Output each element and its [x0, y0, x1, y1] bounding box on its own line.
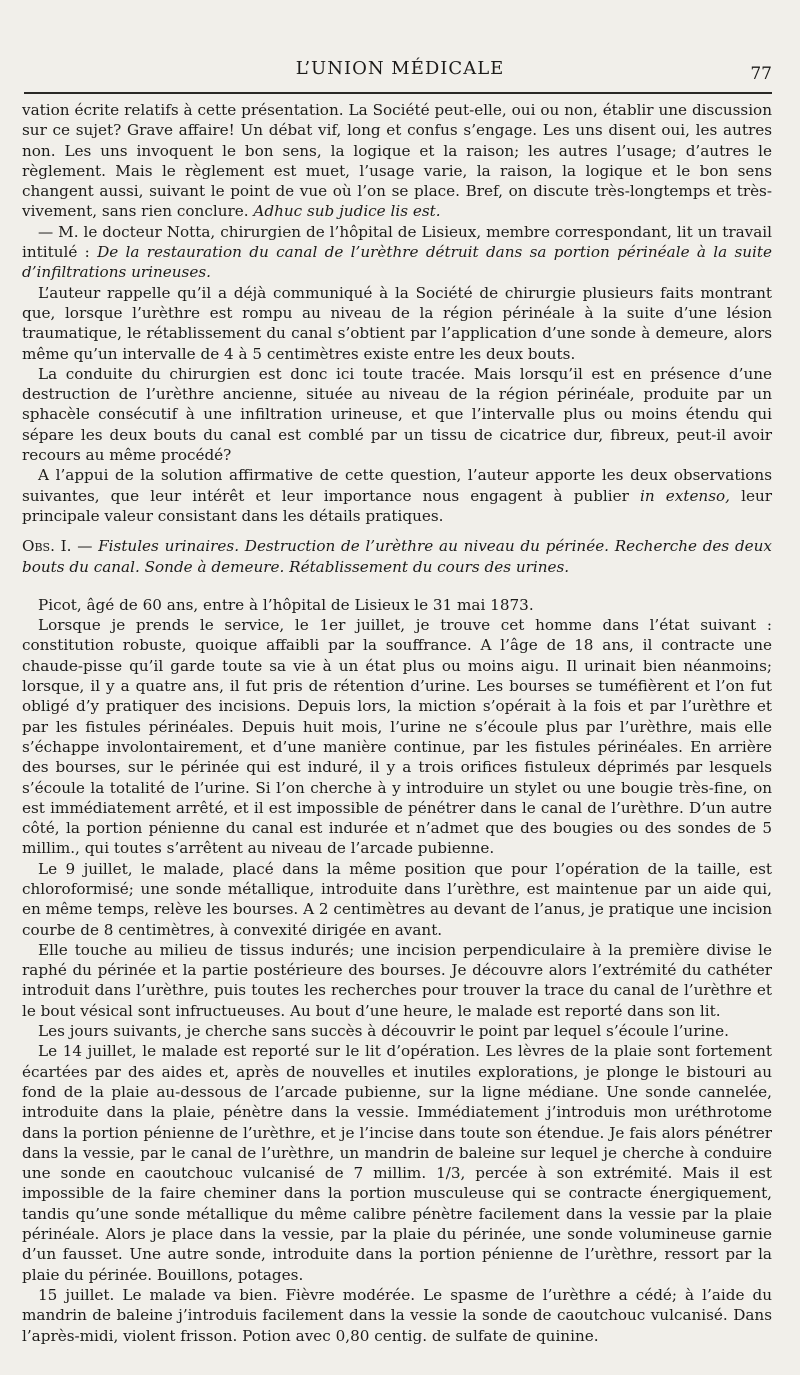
- page-header: [22, 56, 778, 86]
- running-head: L’UNION MÉDICALE: [295, 58, 505, 79]
- paragraph: 15 juillet. Le malade va bien. Fièvre modérée. Le spasme de l’urèthre a cédé; à l’aide du mandrin de baleine j’introduis facilement dans la vessie la sonde de caoutchouc vulcanisé. Dans l’après-midi, violent frisson. Potion avec 0,80 centig. de sulfate de quinine.: [22, 1285, 772, 1345]
- paragraph-notta: [22, 222, 772, 283]
- paragraph-text: — M. le docteur Notta, chirurgien de l’hôpital de Lisieux, membre correspondant, lit un travail intitulé :: [22, 222, 772, 262]
- observation-heading: [22, 536, 772, 577]
- paragraph: La conduite du chirurgien est donc ici toute tracée. Mais lorsqu’il est en présence d’une destruction de l’urèthre ancienne, située au niveau de la région périnéale, produite par un sphacèle consécutif à une infiltration urineuse, et que l’intervalle plus ou moins étendu qui sépare les deux bouts du canal est comblé par un tissu de cicatrice dur, fibreux, peut-il avoir recours au même procédé?: [22, 364, 772, 465]
- paragraph-text: leur principale valeur consistant dans les détails pratiques.: [22, 486, 772, 525]
- paragraph: [22, 465, 772, 526]
- paragraph-text: A l’appui de la solution affirmative de cette question, l’auteur apporte les deux observations suivantes, que leur intérêt et leur importance nous engagent à publier: [22, 466, 772, 505]
- paragraph: Lorsque je prends le service, le 1er juillet, je trouve cet homme dans l’état suivant : constitution robuste, quoique affaibli par la souffrance. A l’âge de 18 ans, il contracte une chaude-pisse qu’il garde toute sa vie à un état plus ou moins aigu. Il urinait bien néanmoins; lorsque, il y a quatre ans, il fut pris de rétention d’urine. Les bourses se tuméfièrent et l’on fut obligé d’y pratiquer des incisions. Depuis lors, la miction s’opérait à la fois et par l’urèthre et par les fistules périnéales. Depuis huit mois, l’urine ne s’écoule plus par l’urèthre, mais elle s’échappe involontairement, et d’une manière continue, par les fistules périnéales. En arrière des bourses, sur le périnée qui est induré, il y a trois orifices fistuleux déprimés par lesquels s’écoule la totalité de l’urine. Si l’on cherche à y introduire un stylet ou une bougie très-fine, on est immédiatement arrêté, et il est impossible de pénétrer dans le canal de l’urèthre. D’un autre côté, la portion pénienne du canal est indurée et n’admet que des bougies ou des sondes de 5 millim., qui toutes s’arrêtent au niveau de l’arcade pubienne.: [22, 616, 772, 858]
- paragraph: Le 9 juillet, le malade, placé dans la même position que pour l’opération de la taille, est chloroformisé; une sonde métallique, introduite dans l’urèthre, est maintenue par un aide qui, en même temps, relève les bourses. A 2 centimètres au devant de l’anus, je pratique une incision courbe de 8 centimètres, à convexité dirigée en avant.: [22, 859, 772, 939]
- paragraph: Le 14 juillet, le malade est reporté sur le lit d’opération. Les lèvres de la plaie sont fortement écartées par des aides et, après de nouvelles et inutiles explorations, je plonge le bistouri au fond de la plaie au-dessous de l’arcade pubienne, sur la ligne médiane. Une sonde cannelée, introduite dans la plaie, pénètre dans la vessie. Immédiatement j’introduis mon uréthrotome dans la portion pénienne de l’urèthre, et je l’incise dans toute son étendue. Je fais alors pénétrer dans la vessie, par le canal de l’urèthre, un mandrin de baleine sur lequel je cherche à conduire une sonde en caoutchouc vulcanisé de 7 millim. 1/3, percée à son extrémité. Mais il est impossible de la faire cheminer dans la portion musculeuse qui se contracte énergiquement, tandis qu’une sonde métallique du même calibre pénètre facilement dans la vessie par la plaie périnéale. Alors je place dans la vessie, par la plaie du périnée, une sonde volumineuse garnie d’un fausset. Une autre sonde, introduite dans la portion pénienne de l’urèthre, ressort par la plaie du périnée. Bouillons, potages.: [22, 1042, 772, 1284]
- header-rule: [24, 92, 772, 94]
- italic-phrase: in extenso,: [640, 486, 730, 505]
- paragraph-text: vation écrite relatifs à cette présentation. La Société peut-elle, oui ou non, établir une discussion sur ce sujet? Grave affaire! Un débat vif, long et confus s’engage. Les uns disent oui, les autres non. Les uns invoquent le bon sens, la logique et la raison; les autres l’usage; d’autres le règlement. Mais le règlement est muet, l’usage varie, la raison, la logique et le bon sens changent aussi, suivant le point de vue où l’on se place. Bref, on discute très-longtemps et très-vivement, sans rien conclure.: [22, 101, 772, 221]
- paragraph: Picot, âgé de 60 ans, entre à l’hôpital de Lisieux le 31 mai 1873.: [38, 595, 534, 614]
- paragraph-continuation: [22, 100, 772, 222]
- paragraph: L’auteur rappelle qu’il a déjà communiqué à la Société de chirurgie plusieurs faits montrant que, lorsque l’urèthre est rompu au niveau de la région périnéale à la suite d’une lésion traumatique, le rétablissement du canal s’obtient par l’application d’une sonde à demeure, alors même qu’un intervalle de 4 à 5 centimètres existe entre les deux bouts.: [22, 283, 772, 363]
- spacer: [22, 577, 772, 595]
- observation-title: Fistules urinaires. Destruction de l’urèthre au niveau du périnée. Recherche des deux bouts du canal. Sonde à demeure. Rétablissement du cours des urines.: [22, 537, 773, 576]
- work-title: De la restauration du canal de l’urèthre détruit dans sa portion périnéale à la suite d’infiltrations urineuses.: [22, 243, 772, 282]
- article-body: [22, 100, 772, 1346]
- paragraph: Elle touche au milieu de tissus indurés; une incision perpendiculaire à la première divise le raphé du périnée et la partie postérieure des bourses. Je découvre alors l’extrémité du cathéter introduit dans l’urèthre, puis toutes les recherches pour trouver la trace du canal de l’urèthre et le bout vésical sont infructueuses. Au bout d’une heure, le malade est reporté dans son lit.: [22, 940, 772, 1020]
- page-number: 77: [750, 64, 772, 84]
- paragraph: Les jours suivants, je cherche sans succès à découvrir le point par lequel s’écoule l’urine.: [38, 1022, 729, 1041]
- observation-label: Obs. I. —: [22, 537, 93, 556]
- latin-phrase: Adhuc sub judice lis est.: [253, 202, 441, 221]
